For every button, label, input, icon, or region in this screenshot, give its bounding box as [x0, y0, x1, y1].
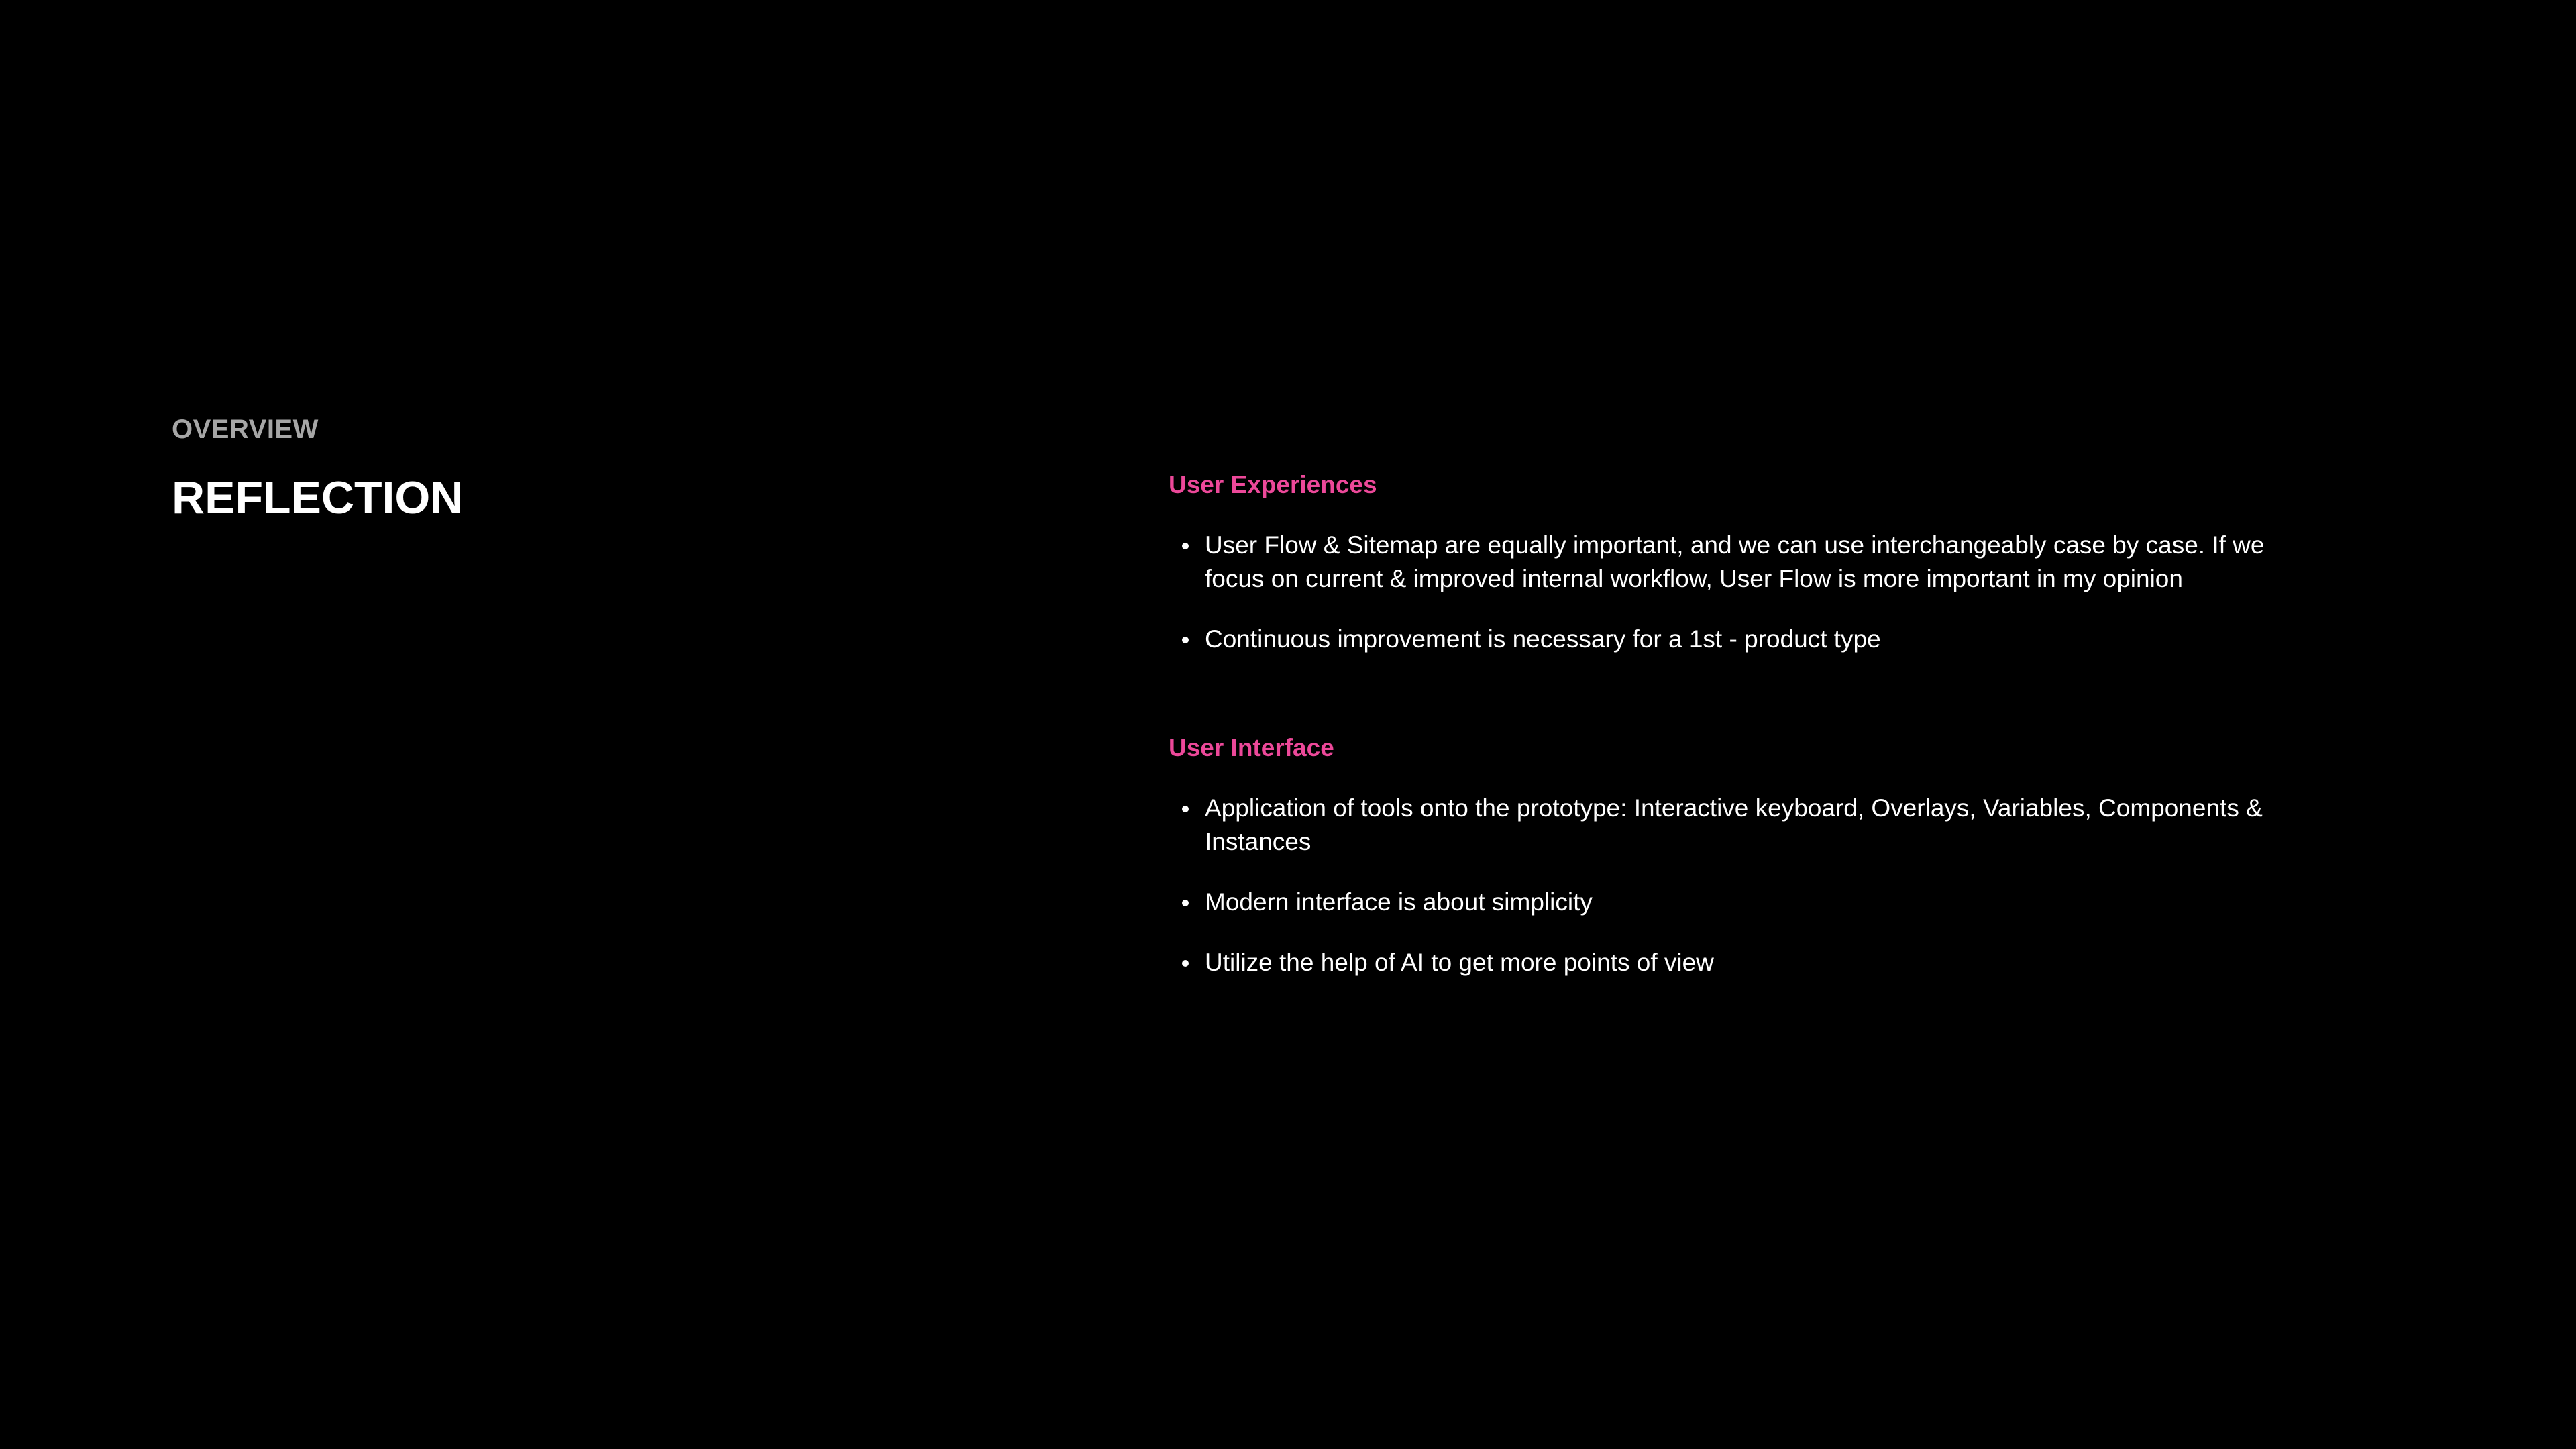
- section-user-experiences: [1169, 468, 2296, 656]
- bullet-item: User Flow & Sitemap are equally important, and we can use interchangeably case by case. If we focus on current & improved internal workflow, User Flow is more important in my opinion: [1169, 529, 2296, 596]
- bullet-item: Continuous improvement is necessary for a 1st - product type: [1169, 623, 2296, 656]
- section-user-interface: [1169, 731, 2296, 979]
- bullet-item: Utilize the help of AI to get more points of view: [1169, 946, 2296, 979]
- section-heading: User Experiences: [1169, 471, 1377, 498]
- bullet-list: [1169, 792, 2296, 979]
- bullet-list: [1169, 529, 2296, 656]
- bullet-item: Application of tools onto the prototype: Interactive keyboard, Overlays, Variables, Components & Instances: [1169, 792, 2296, 859]
- reflection-content: [1169, 468, 2296, 979]
- bullet-item: Modern interface is about simplicity: [1169, 885, 2296, 919]
- section-eyebrow: OVERVIEW: [172, 415, 319, 444]
- page-title: REFLECTION: [172, 472, 464, 523]
- section-heading: User Interface: [1169, 734, 1334, 761]
